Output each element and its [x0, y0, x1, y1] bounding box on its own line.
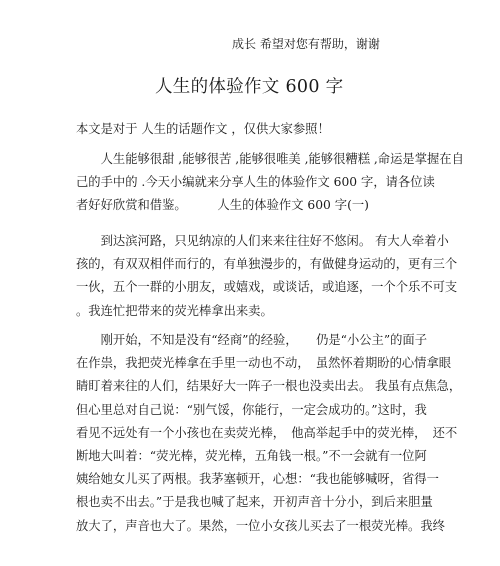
header-tagline: 成长 希望对您有帮助，谢谢 [232, 37, 380, 51]
paragraph-selling [76, 329, 462, 538]
text-line: 但心里总对自己说：“别气馁，你能行，一定会成功的。”这时，我 [76, 402, 427, 417]
text-line: 睛盯着来往的人们，结果好大一阵子一根也没卖出去。 我虽有点焦急， [76, 379, 462, 394]
text-line: 根也卖不出去。”于是我也喊了起来，开初声音十分小，到后来胆量 [76, 495, 433, 510]
text-line: 。我连忙把带来的荧光棒拿出来卖。 [76, 303, 273, 318]
text-line: 己的手中的 .今天小编就来分享人生的体验作文 600 字，请各位读 [76, 175, 435, 190]
text-line: 断地大叫着：“荧光棒，荧光棒，五角钱一根。”不一会就有一位阿 [76, 449, 427, 464]
text-line: 一伙，五个一群的小朋友，或嬉戏，或谈话，或追逐，一个个乐不可支 [76, 280, 458, 295]
text-line: 看见不远处有一个小孩也在卖荧光棒， 他高举起手中的荧光棒， 还不 [76, 425, 458, 440]
paragraph-intro [76, 118, 426, 141]
text-line: 到达滨河路，只见纳凉的人们来来往往好不悠闲。 有大人牵着小 [76, 234, 449, 248]
text-line: 本文是对于 人生的话题作文 ，仅供大家参照！ [76, 122, 330, 136]
text-line: 者好好欣赏和借鉴。 人生的体验作文 600 字(一) [76, 198, 369, 213]
text-line: 人生能够很甜 ,能够很苦 ,能够很唯美 ,能够很糟糕 ,命运是掌握在自 [76, 152, 464, 166]
text-line: 刚开始，不知是没有“经商”的经验， 仍是“小公主”的面子 [76, 333, 428, 347]
page-title: 人生的体验作文 600 字 [155, 77, 344, 97]
paragraph-riverside [76, 230, 458, 323]
text-line: 姨给她女儿买了两根。我茅塞顿开，心想：“我也能够喊呀，省得一 [76, 472, 439, 487]
text-line: 孩的，有双双相伴而行的，有单独漫步的，有做健身运动的，更有三个 [76, 257, 458, 272]
text-line: 放大了，声音也大了。果然，一位小女孩儿买去了一根荧光棒。我终 [76, 518, 445, 533]
paragraph-summary [76, 148, 464, 218]
text-line: 在作祟，我把荧光棒拿在手里一动也不动， 虽然怀着期盼的心情拿眼 [76, 356, 452, 371]
